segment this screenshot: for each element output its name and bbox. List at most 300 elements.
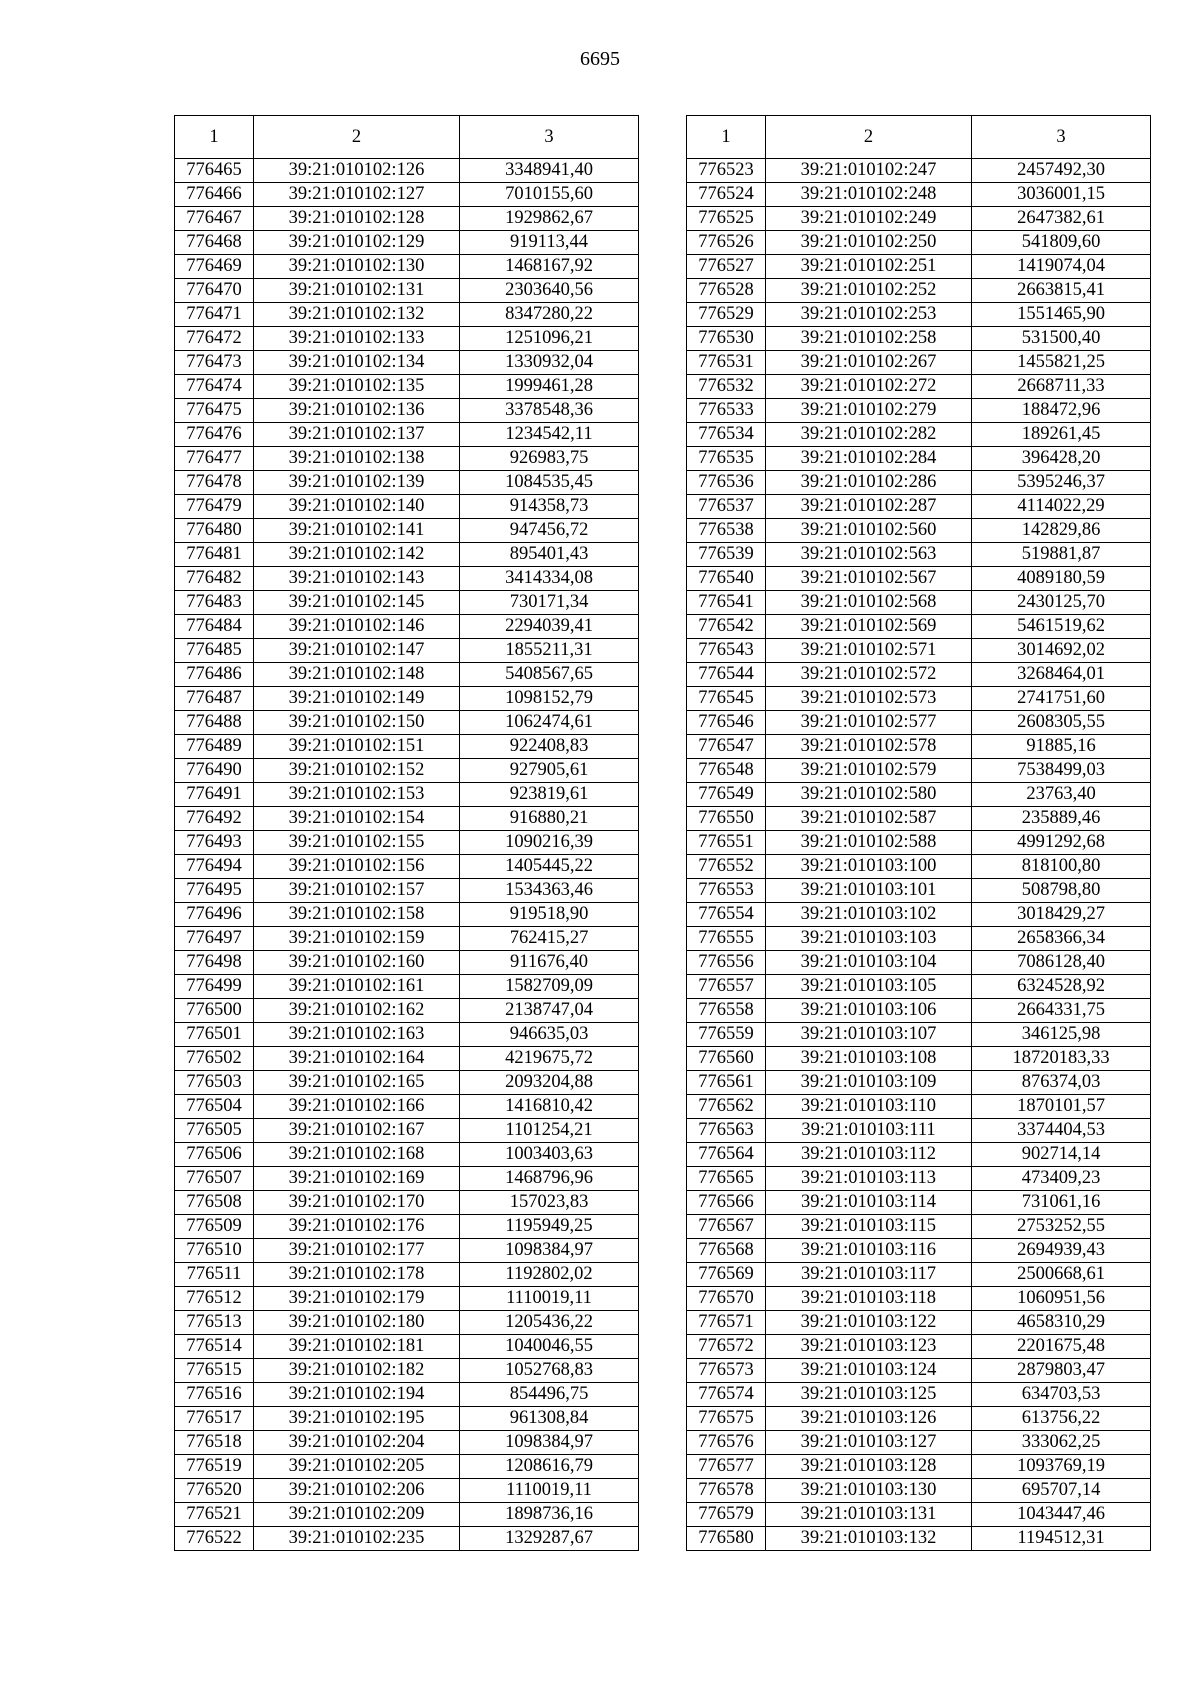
cell-value: 1060951,56	[972, 1287, 1151, 1311]
table-row	[175, 999, 639, 1023]
cell-number: 776478	[175, 471, 254, 495]
cell-cadastral-number: 39:21:010103:108	[766, 1047, 972, 1071]
table-row	[687, 807, 1151, 831]
cell-cadastral-number: 39:21:010102:153	[254, 783, 460, 807]
cell-value: 914358,73	[460, 495, 639, 519]
cell-number: 776572	[687, 1335, 766, 1359]
registry-table-left	[174, 115, 639, 1551]
cell-cadastral-number: 39:21:010102:577	[766, 711, 972, 735]
cell-value: 1929862,67	[460, 207, 639, 231]
cell-value: 18720183,33	[972, 1047, 1151, 1071]
cell-value: 519881,87	[972, 543, 1151, 567]
cell-cadastral-number: 39:21:010102:126	[254, 159, 460, 183]
cell-number: 776466	[175, 183, 254, 207]
cell-number: 776482	[175, 567, 254, 591]
cell-value: 541809,60	[972, 231, 1151, 255]
cell-cadastral-number: 39:21:010102:578	[766, 735, 972, 759]
cell-value: 7538499,03	[972, 759, 1151, 783]
table-row	[687, 1287, 1151, 1311]
cell-cadastral-number: 39:21:010102:279	[766, 399, 972, 423]
cell-cadastral-number: 39:21:010102:258	[766, 327, 972, 351]
table-row	[175, 1071, 639, 1095]
cell-cadastral-number: 39:21:010102:146	[254, 615, 460, 639]
cell-number: 776467	[175, 207, 254, 231]
cell-number: 776552	[687, 855, 766, 879]
cell-number: 776549	[687, 783, 766, 807]
cell-value: 911676,40	[460, 951, 639, 975]
table-row	[687, 1191, 1151, 1215]
cell-cadastral-number: 39:21:010102:563	[766, 543, 972, 567]
cell-value: 2664331,75	[972, 999, 1151, 1023]
cell-number: 776534	[687, 423, 766, 447]
cell-number: 776509	[175, 1215, 254, 1239]
cell-cadastral-number: 39:21:010102:152	[254, 759, 460, 783]
table-row	[175, 759, 639, 783]
table-row	[687, 1263, 1151, 1287]
cell-number: 776488	[175, 711, 254, 735]
cell-number: 776513	[175, 1311, 254, 1335]
cell-value: 4991292,68	[972, 831, 1151, 855]
cell-value: 2753252,55	[972, 1215, 1151, 1239]
cell-number: 776511	[175, 1263, 254, 1287]
cell-value: 1468796,96	[460, 1167, 639, 1191]
cell-value: 2694939,43	[972, 1239, 1151, 1263]
table-row	[687, 663, 1151, 687]
cell-number: 776577	[687, 1455, 766, 1479]
table-row	[175, 399, 639, 423]
column-header-value: 3	[460, 116, 639, 159]
cell-cadastral-number: 39:21:010102:287	[766, 495, 972, 519]
cell-value: 2668711,33	[972, 375, 1151, 399]
cell-number: 776535	[687, 447, 766, 471]
cell-value: 2294039,41	[460, 615, 639, 639]
cell-number: 776497	[175, 927, 254, 951]
cell-cadastral-number: 39:21:010102:143	[254, 567, 460, 591]
cell-number: 776553	[687, 879, 766, 903]
cell-cadastral-number: 39:21:010102:157	[254, 879, 460, 903]
cell-number: 776539	[687, 543, 766, 567]
cell-number: 776506	[175, 1143, 254, 1167]
cell-number: 776471	[175, 303, 254, 327]
cell-cadastral-number: 39:21:010102:156	[254, 855, 460, 879]
cell-cadastral-number: 39:21:010103:104	[766, 951, 972, 975]
cell-cadastral-number: 39:21:010103:100	[766, 855, 972, 879]
cell-value: 3014692,02	[972, 639, 1151, 663]
table-row	[175, 807, 639, 831]
cell-cadastral-number: 39:21:010102:154	[254, 807, 460, 831]
cell-number: 776472	[175, 327, 254, 351]
table-row	[175, 183, 639, 207]
table-row	[687, 303, 1151, 327]
table-row	[687, 615, 1151, 639]
cell-value: 1534363,46	[460, 879, 639, 903]
table-row	[175, 1119, 639, 1143]
table-row	[687, 207, 1151, 231]
table-row	[175, 663, 639, 687]
cell-value: 1192802,02	[460, 1263, 639, 1287]
cell-cadastral-number: 39:21:010102:162	[254, 999, 460, 1023]
table-row	[175, 255, 639, 279]
table-row	[175, 1503, 639, 1527]
cell-value: 7010155,60	[460, 183, 639, 207]
cell-cadastral-number: 39:21:010102:167	[254, 1119, 460, 1143]
cell-cadastral-number: 39:21:010102:128	[254, 207, 460, 231]
cell-value: 1855211,31	[460, 639, 639, 663]
cell-value: 876374,03	[972, 1071, 1151, 1095]
table-row	[175, 471, 639, 495]
cell-value: 1582709,09	[460, 975, 639, 999]
cell-cadastral-number: 39:21:010103:113	[766, 1167, 972, 1191]
cell-value: 922408,83	[460, 735, 639, 759]
table-row	[175, 543, 639, 567]
cell-value: 730171,34	[460, 591, 639, 615]
cell-value: 919518,90	[460, 903, 639, 927]
cell-value: 7086128,40	[972, 951, 1151, 975]
table-header-row	[175, 116, 639, 159]
cell-value: 157023,83	[460, 1191, 639, 1215]
cell-number: 776564	[687, 1143, 766, 1167]
table-row	[175, 159, 639, 183]
cell-cadastral-number: 39:21:010103:114	[766, 1191, 972, 1215]
cell-number: 776574	[687, 1383, 766, 1407]
cell-value: 923819,61	[460, 783, 639, 807]
table-row	[687, 1335, 1151, 1359]
cell-cadastral-number: 39:21:010102:136	[254, 399, 460, 423]
table-row	[687, 591, 1151, 615]
cell-cadastral-number: 39:21:010102:572	[766, 663, 972, 687]
cell-cadastral-number: 39:21:010102:145	[254, 591, 460, 615]
cell-value: 188472,96	[972, 399, 1151, 423]
cell-value: 1419074,04	[972, 255, 1151, 279]
cell-cadastral-number: 39:21:010102:567	[766, 567, 972, 591]
cell-number: 776523	[687, 159, 766, 183]
cell-value: 1110019,11	[460, 1479, 639, 1503]
table-row	[687, 1119, 1151, 1143]
cell-cadastral-number: 39:21:010102:178	[254, 1263, 460, 1287]
cell-cadastral-number: 39:21:010102:133	[254, 327, 460, 351]
cell-value: 2303640,56	[460, 279, 639, 303]
cell-number: 776536	[687, 471, 766, 495]
table-row	[687, 1359, 1151, 1383]
table-row	[687, 1311, 1151, 1335]
cell-number: 776489	[175, 735, 254, 759]
cell-value: 531500,40	[972, 327, 1151, 351]
cell-number: 776496	[175, 903, 254, 927]
cell-number: 776477	[175, 447, 254, 471]
cell-value: 396428,20	[972, 447, 1151, 471]
cell-value: 902714,14	[972, 1143, 1151, 1167]
table-row	[175, 975, 639, 999]
cell-value: 818100,80	[972, 855, 1151, 879]
cell-cadastral-number: 39:21:010102:170	[254, 1191, 460, 1215]
table-row	[687, 1095, 1151, 1119]
table-row	[687, 1023, 1151, 1047]
cell-cadastral-number: 39:21:010103:101	[766, 879, 972, 903]
cell-cadastral-number: 39:21:010102:161	[254, 975, 460, 999]
cell-number: 776557	[687, 975, 766, 999]
table-row	[687, 255, 1151, 279]
cell-value: 895401,43	[460, 543, 639, 567]
cell-number: 776556	[687, 951, 766, 975]
cell-value: 3018429,27	[972, 903, 1151, 927]
table-row	[687, 1479, 1151, 1503]
cell-number: 776493	[175, 831, 254, 855]
cell-number: 776498	[175, 951, 254, 975]
table-row	[175, 495, 639, 519]
cell-value: 5461519,62	[972, 615, 1151, 639]
table-row	[175, 735, 639, 759]
cell-cadastral-number: 39:21:010102:135	[254, 375, 460, 399]
cell-value: 8347280,22	[460, 303, 639, 327]
cell-cadastral-number: 39:21:010103:130	[766, 1479, 972, 1503]
cell-number: 776522	[175, 1527, 254, 1551]
registry-table-right	[686, 115, 1151, 1551]
cell-number: 776578	[687, 1479, 766, 1503]
cell-number: 776570	[687, 1287, 766, 1311]
cell-value: 2093204,88	[460, 1071, 639, 1095]
cell-value: 961308,84	[460, 1407, 639, 1431]
cell-cadastral-number: 39:21:010102:253	[766, 303, 972, 327]
cell-number: 776567	[687, 1215, 766, 1239]
cell-cadastral-number: 39:21:010102:204	[254, 1431, 460, 1455]
table-row	[687, 1047, 1151, 1071]
cell-number: 776491	[175, 783, 254, 807]
cell-value: 1043447,46	[972, 1503, 1151, 1527]
cell-number: 776558	[687, 999, 766, 1023]
table-row	[687, 711, 1151, 735]
cell-number: 776538	[687, 519, 766, 543]
cell-number: 776579	[687, 1503, 766, 1527]
table-row	[687, 783, 1151, 807]
cell-value: 1052768,83	[460, 1359, 639, 1383]
cell-number: 776548	[687, 759, 766, 783]
table-row	[687, 1455, 1151, 1479]
cell-cadastral-number: 39:21:010102:286	[766, 471, 972, 495]
table-row	[175, 1263, 639, 1287]
cell-number: 776560	[687, 1047, 766, 1071]
cell-cadastral-number: 39:21:010102:282	[766, 423, 972, 447]
column-header-cadastral: 2	[254, 116, 460, 159]
cell-value: 508798,80	[972, 879, 1151, 903]
cell-value: 1194512,31	[972, 1527, 1151, 1551]
cell-number: 776562	[687, 1095, 766, 1119]
column-header-number: 1	[687, 116, 766, 159]
cell-number: 776468	[175, 231, 254, 255]
cell-value: 142829,86	[972, 519, 1151, 543]
cell-cadastral-number: 39:21:010102:249	[766, 207, 972, 231]
cell-cadastral-number: 39:21:010103:106	[766, 999, 972, 1023]
cell-cadastral-number: 39:21:010102:194	[254, 1383, 460, 1407]
cell-cadastral-number: 39:21:010102:209	[254, 1503, 460, 1527]
table-row	[175, 1359, 639, 1383]
cell-value: 1208616,79	[460, 1455, 639, 1479]
cell-value: 1329287,67	[460, 1527, 639, 1551]
table-row	[175, 519, 639, 543]
cell-value: 3374404,53	[972, 1119, 1151, 1143]
cell-cadastral-number: 39:21:010102:140	[254, 495, 460, 519]
cell-cadastral-number: 39:21:010103:125	[766, 1383, 972, 1407]
cell-value: 1999461,28	[460, 375, 639, 399]
column-header-cadastral: 2	[766, 116, 972, 159]
cell-cadastral-number: 39:21:010103:123	[766, 1335, 972, 1359]
cell-value: 1551465,90	[972, 303, 1151, 327]
cell-number: 776517	[175, 1407, 254, 1431]
cell-number: 776505	[175, 1119, 254, 1143]
table-row	[175, 1239, 639, 1263]
table-row	[175, 207, 639, 231]
cell-value: 3414334,08	[460, 567, 639, 591]
cell-value: 2201675,48	[972, 1335, 1151, 1359]
table-row	[175, 1383, 639, 1407]
cell-value: 927905,61	[460, 759, 639, 783]
cell-number: 776514	[175, 1335, 254, 1359]
cell-value: 1062474,61	[460, 711, 639, 735]
table-row	[175, 279, 639, 303]
cell-cadastral-number: 39:21:010103:128	[766, 1455, 972, 1479]
table-row	[687, 999, 1151, 1023]
table-row	[687, 1167, 1151, 1191]
table-row	[687, 423, 1151, 447]
table-row	[687, 279, 1151, 303]
cell-number: 776571	[687, 1311, 766, 1335]
cell-value: 1898736,16	[460, 1503, 639, 1527]
cell-cadastral-number: 39:21:010103:107	[766, 1023, 972, 1047]
cell-value: 2879803,47	[972, 1359, 1151, 1383]
cell-value: 1093769,19	[972, 1455, 1151, 1479]
cell-cadastral-number: 39:21:010103:105	[766, 975, 972, 999]
cell-number: 776528	[687, 279, 766, 303]
cell-value: 2430125,70	[972, 591, 1151, 615]
cell-cadastral-number: 39:21:010103:117	[766, 1263, 972, 1287]
cell-number: 776519	[175, 1455, 254, 1479]
cell-value: 1195949,25	[460, 1215, 639, 1239]
cell-number: 776475	[175, 399, 254, 423]
cell-cadastral-number: 39:21:010102:163	[254, 1023, 460, 1047]
table-row	[687, 759, 1151, 783]
cell-cadastral-number: 39:21:010103:111	[766, 1119, 972, 1143]
cell-value: 23763,40	[972, 783, 1151, 807]
cell-value: 3348941,40	[460, 159, 639, 183]
table-row	[687, 1431, 1151, 1455]
cell-number: 776481	[175, 543, 254, 567]
cell-value: 1098384,97	[460, 1239, 639, 1263]
table-row	[687, 471, 1151, 495]
table-row	[175, 447, 639, 471]
cell-number: 776479	[175, 495, 254, 519]
cell-number: 776544	[687, 663, 766, 687]
table-row	[687, 351, 1151, 375]
table-row	[687, 543, 1151, 567]
cell-cadastral-number: 39:21:010102:569	[766, 615, 972, 639]
table-row	[175, 879, 639, 903]
cell-cadastral-number: 39:21:010102:165	[254, 1071, 460, 1095]
cell-cadastral-number: 39:21:010102:248	[766, 183, 972, 207]
cell-number: 776541	[687, 591, 766, 615]
cell-value: 1405445,22	[460, 855, 639, 879]
cell-number: 776501	[175, 1023, 254, 1047]
cell-value: 1870101,57	[972, 1095, 1151, 1119]
cell-number: 776530	[687, 327, 766, 351]
cell-number: 776545	[687, 687, 766, 711]
cell-value: 1468167,92	[460, 255, 639, 279]
cell-number: 776516	[175, 1383, 254, 1407]
cell-value: 4219675,72	[460, 1047, 639, 1071]
cell-cadastral-number: 39:21:010102:138	[254, 447, 460, 471]
cell-cadastral-number: 39:21:010103:132	[766, 1527, 972, 1551]
table-row	[175, 303, 639, 327]
table-row	[175, 1527, 639, 1551]
cell-value: 1040046,55	[460, 1335, 639, 1359]
cell-number: 776555	[687, 927, 766, 951]
cell-value: 1003403,63	[460, 1143, 639, 1167]
cell-value: 91885,16	[972, 735, 1151, 759]
cell-cadastral-number: 39:21:010102:141	[254, 519, 460, 543]
table-row	[175, 351, 639, 375]
cell-cadastral-number: 39:21:010102:579	[766, 759, 972, 783]
cell-value: 2500668,61	[972, 1263, 1151, 1287]
cell-cadastral-number: 39:21:010102:166	[254, 1095, 460, 1119]
cell-cadastral-number: 39:21:010102:169	[254, 1167, 460, 1191]
table-row	[687, 567, 1151, 591]
cell-number: 776527	[687, 255, 766, 279]
cell-cadastral-number: 39:21:010102:573	[766, 687, 972, 711]
cell-number: 776492	[175, 807, 254, 831]
cell-number: 776559	[687, 1023, 766, 1047]
table-row	[687, 375, 1151, 399]
cell-cadastral-number: 39:21:010102:587	[766, 807, 972, 831]
table-row	[687, 831, 1151, 855]
cell-cadastral-number: 39:21:010103:115	[766, 1215, 972, 1239]
cell-number: 776502	[175, 1047, 254, 1071]
cell-number: 776487	[175, 687, 254, 711]
cell-number: 776504	[175, 1095, 254, 1119]
page-number: 6695	[580, 48, 620, 70]
table-row	[687, 495, 1151, 519]
cell-cadastral-number: 39:21:010102:205	[254, 1455, 460, 1479]
cell-number: 776495	[175, 879, 254, 903]
cell-cadastral-number: 39:21:010102:588	[766, 831, 972, 855]
table-row	[687, 735, 1151, 759]
table-row	[687, 159, 1151, 183]
cell-number: 776484	[175, 615, 254, 639]
cell-cadastral-number: 39:21:010102:272	[766, 375, 972, 399]
cell-cadastral-number: 39:21:010102:129	[254, 231, 460, 255]
table-row	[175, 231, 639, 255]
cell-cadastral-number: 39:21:010103:127	[766, 1431, 972, 1455]
cell-cadastral-number: 39:21:010102:168	[254, 1143, 460, 1167]
cell-value: 3036001,15	[972, 183, 1151, 207]
table-row	[687, 399, 1151, 423]
cell-cadastral-number: 39:21:010102:132	[254, 303, 460, 327]
cell-number: 776540	[687, 567, 766, 591]
cell-cadastral-number: 39:21:010103:110	[766, 1095, 972, 1119]
cell-cadastral-number: 39:21:010102:158	[254, 903, 460, 927]
cell-cadastral-number: 39:21:010102:235	[254, 1527, 460, 1551]
table-row	[175, 375, 639, 399]
table-row	[175, 567, 639, 591]
cell-value: 4089180,59	[972, 567, 1151, 591]
cell-number: 776524	[687, 183, 766, 207]
cell-value: 762415,27	[460, 927, 639, 951]
cell-cadastral-number: 39:21:010103:116	[766, 1239, 972, 1263]
cell-value: 2608305,55	[972, 711, 1151, 735]
table-row	[175, 1479, 639, 1503]
table-row	[687, 519, 1151, 543]
cell-value: 6324528,92	[972, 975, 1151, 999]
table-row	[175, 903, 639, 927]
cell-number: 776573	[687, 1359, 766, 1383]
cell-cadastral-number: 39:21:010102:150	[254, 711, 460, 735]
